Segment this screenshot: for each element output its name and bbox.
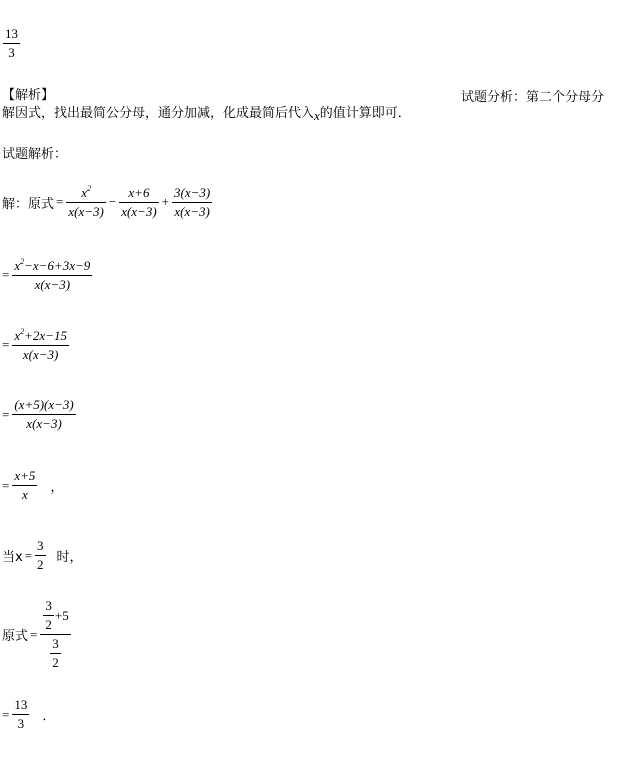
solution-title: 试题解析：	[2, 147, 68, 162]
final-result: = $\frac{13}{3}$ ．	[2, 697, 56, 731]
analysis-label: 【解析】	[2, 88, 55, 103]
variable-x: x	[314, 108, 320, 123]
answer-fraction	[2, 26, 21, 61]
complex-fraction: $\frac{3}{2}$ +5 $\frac{3}{2}$	[40, 598, 70, 671]
step2-fraction: $\frac{x^2-x-6+3x-9}{x(x-3)}$	[14, 257, 91, 292]
step-2: = $\frac{x^2-x-6+3x-9}{x(x-3)}$	[2, 257, 91, 292]
step4-fraction: $\frac{(x+5)(x-3)}{x(x-3)}$	[14, 397, 74, 431]
step-5: = $\frac{x+5}{x}$ ，	[2, 468, 64, 502]
final-fraction: $\frac{13}{3}$	[14, 697, 28, 731]
analysis-text-line2: 解因式，找出最简公分母，通分加减，化成最简后代入x的值计算即可．	[2, 106, 411, 123]
step1-fraction-3: $\frac{3(x-3)}{x(x-3)}$	[174, 184, 211, 219]
step5-fraction: $\frac{x+5}{x}$	[14, 468, 36, 502]
answer-numerator: 13	[5, 26, 18, 41]
x-value-fraction: $\frac{3}{2}$	[37, 538, 44, 572]
step-4: = $\frac{(x+5)(x-3)}{x(x-3)}$	[2, 397, 74, 431]
step-1: 解：原式 = $\frac{x^2}{x(x-3)}$ − $\frac{x+6}{x(x-3)}$ + $\frac{3(x-3)}{x(x-3)}$	[2, 184, 211, 219]
step1-fraction-1: $\frac{x^2}{x(x-3)}$	[68, 184, 104, 219]
analysis-text-right: 试题分析：第二个分母分	[461, 90, 605, 105]
step-3: = $\frac{x^2+2x-15}{x(x-3)}$	[2, 327, 67, 362]
step1-fraction-2: $\frac{x+6}{x(x-3)}$	[121, 184, 157, 219]
substitution-condition: 当x = $\frac{3}{2}$ 时，	[2, 538, 83, 572]
substituted-expression: 原式 = $\frac{3}{2}$ +5 $\frac{3}{2}$	[2, 598, 69, 670]
step3-fraction: $\frac{x^2+2x-15}{x(x-3)}$	[14, 327, 67, 362]
answer-denominator: 3	[8, 45, 15, 60]
